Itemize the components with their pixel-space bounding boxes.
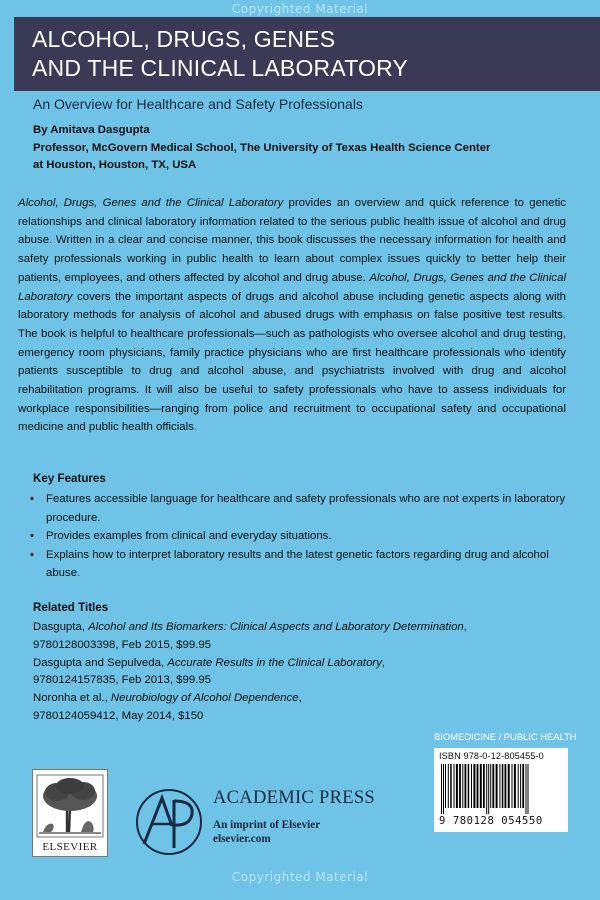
publisher-name: ACADEMIC PRESS (213, 788, 376, 808)
barcode-bar (473, 764, 475, 808)
related-title-line (33, 690, 573, 708)
barcode-bar (528, 764, 529, 814)
barcode-bar (459, 764, 461, 808)
barcode-bar (480, 764, 482, 808)
subject-category: BIOMEDICINE / PUBLIC HEALTH (434, 731, 577, 742)
title-band (14, 17, 600, 91)
barcode-digits: 9 780128 054550 (439, 815, 543, 827)
related-title-details: 9780124157835, Feb 2013, $99.95 (33, 674, 211, 687)
barcode-bar (514, 764, 516, 808)
elsevier-label: ELSEVIER (42, 841, 98, 853)
related-titles-list (33, 619, 573, 726)
key-feature-item: • Features accessible language for healthcare and safety professionals who are not experts in laboratory procedure. (26, 490, 566, 527)
author-affiliation-line-2: at Houston, Houston, TX, USA (33, 159, 197, 171)
description-book-title: Alcohol, Drugs, Genes and the Clinical Laboratory (18, 197, 284, 209)
barcode-bar (520, 764, 521, 808)
related-title-comma: , (298, 692, 302, 705)
related-title-comma: , (381, 656, 386, 669)
academic-press-logo-icon (134, 786, 204, 858)
barcode-bar (492, 764, 494, 808)
barcode-bars (439, 764, 563, 814)
barcode-bar (477, 764, 479, 808)
barcode-bar (488, 764, 489, 814)
description-part-1: provides an overview and quick reference to genetic relationships and clinical laboratory information related to the serious public health issue of alcohol and drug abuse. Written in a clear and concise manner, this book discusses the necessary information for health and safety professionals working in public health to learn about complex issues quickly to better help their patients, employees, and others affected by alcohol and drug abuse. (18, 197, 566, 284)
book-description (18, 194, 566, 437)
barcode-bar (465, 764, 467, 808)
related-titles-heading: Related Titles (33, 601, 109, 614)
barcode-bar (522, 764, 524, 808)
barcode-bar (483, 764, 485, 808)
book-title-line-1: ALCOHOL, DRUGS, GENES (32, 26, 336, 52)
barcode-bar (502, 764, 504, 808)
barcode-bar (443, 764, 444, 814)
barcode-bar (499, 764, 500, 808)
publisher-website: elsevier.com (213, 833, 271, 845)
isbn-barcode (434, 748, 568, 832)
key-feature-item: • Provides examples from clinical and everyday situations. (26, 527, 566, 546)
related-title-line (33, 619, 573, 637)
barcode-bar (468, 764, 470, 808)
barcode-bar (505, 764, 507, 808)
related-title-authors: Noronha et al., (33, 692, 111, 705)
barcode-bar (490, 764, 491, 808)
author-byline: By Amitava Dasgupta (33, 124, 150, 136)
key-features-list (26, 490, 566, 583)
related-title-details: 9780124059412, May 2014, $150 (33, 709, 204, 722)
barcode-bar (454, 764, 455, 808)
key-feature-item: • Explains how to interpret laboratory results and the latest genetic factors regarding drug and alcohol abuse. (26, 546, 566, 583)
elsevier-logo (32, 769, 108, 857)
barcode-bar (526, 764, 527, 814)
author-affiliation-line-1: Professor, McGovern Medical School, The University of Texas Health Science Center (33, 141, 491, 154)
barcode-bar (508, 764, 510, 808)
related-title-details: 9780128003398, Feb 2015, $99.95 (33, 638, 211, 651)
isbn-label: ISBN 978-0-12-805455-0 (439, 751, 544, 761)
publisher-block (213, 788, 375, 846)
description-book-title-repeat: Alcohol, Drugs, Genes and the Clinical Laboratory (18, 271, 566, 303)
key-features-heading: Key Features (33, 472, 106, 485)
barcode-bar (486, 764, 487, 814)
barcode-bar (441, 764, 442, 814)
barcode-bar (462, 764, 463, 808)
description-part-2: covers the important aspects of drugs and alcohol abuse including genetic aspects along with laboratory methods for analysis of alcohol and abused drugs with emphasis on false positive test results. The book is helpful to healthcare professionals—such as pathologists who oversee alcohol and drug testing, emergency room physicians, family practice physicians who are first healthcare professionals who identify patients susceptible to drug and alcohol abuse, and psychiatrists involved with drug and alcohol rehabilitation programs. It will also be useful to safety professionals who have to assess individuals for workplace responsibilities—ranging from police and recruitment to occupational safety and occupational medicine and public health officials. (18, 290, 566, 434)
related-title-authors: Dasgupta, (33, 621, 89, 633)
barcode-bar (448, 764, 449, 808)
barcode-bar (496, 764, 498, 808)
elsevier-tree-icon (33, 772, 107, 840)
author-block (33, 122, 573, 175)
related-title-name: Accurate Results in the Clinical Laboratory (167, 656, 382, 669)
copyright-watermark-top: Copyrighted Material (231, 2, 369, 16)
related-title-line (33, 655, 573, 673)
barcode-bar (456, 764, 458, 808)
barcode-bar (445, 764, 446, 808)
book-title-line-2: AND THE CLINICAL LABORATORY (32, 55, 409, 81)
related-title-authors: Dasgupta and Sepulveda, (33, 656, 168, 669)
related-title-comma: , (463, 621, 467, 633)
barcode-bar (512, 764, 513, 808)
copyright-watermark-bottom: Copyrighted Material (231, 870, 369, 884)
barcode-bar (518, 764, 519, 808)
barcode-bar (471, 764, 472, 808)
publisher-imprint: An imprint of Elsevier (213, 819, 321, 831)
book-subtitle: An Overview for Healthcare and Safety Professionals (33, 96, 363, 112)
related-title-name: Neurobiology of Alcohol Dependence (110, 692, 299, 705)
related-title-name: Alcohol and Its Biomarkers: Clinical Aspects and Laboratory Determination (88, 621, 464, 633)
barcode-bar (450, 764, 452, 808)
